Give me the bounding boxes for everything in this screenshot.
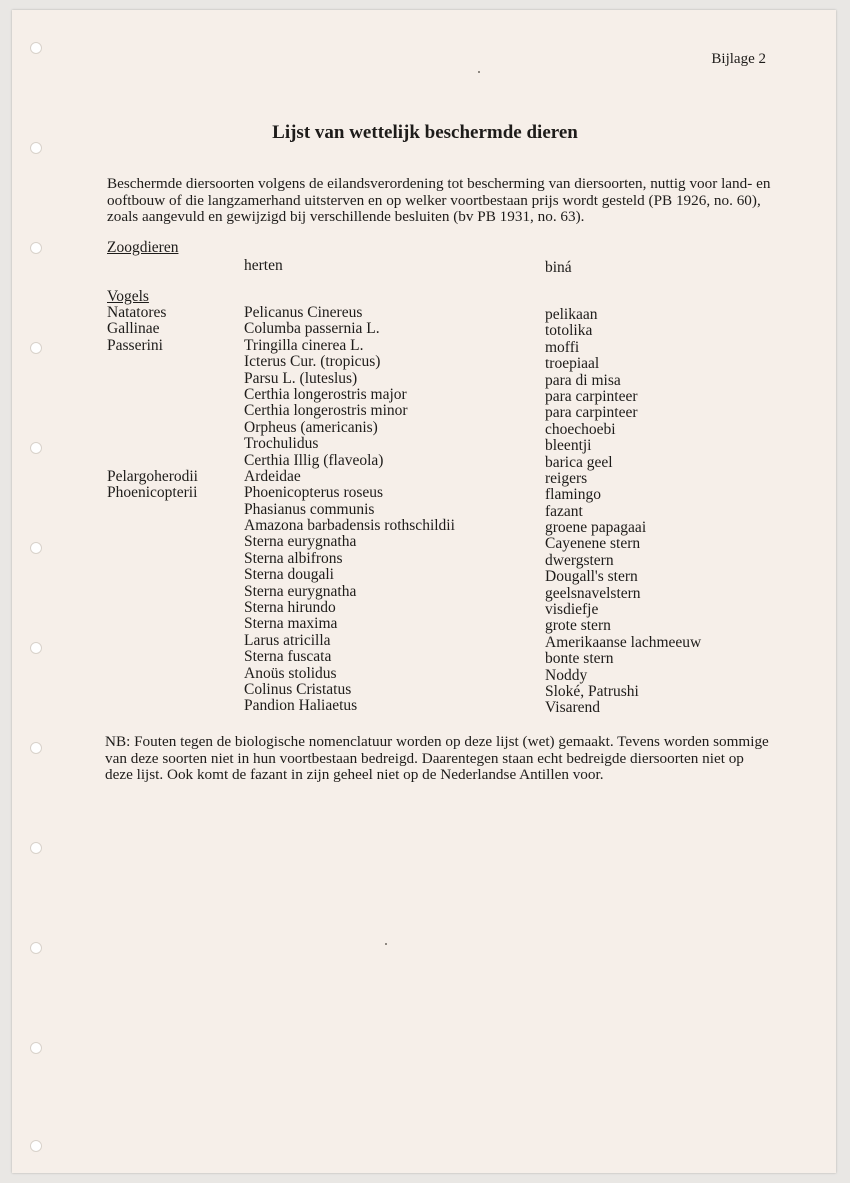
bird-scientific-name: Sterna albifrons <box>244 549 343 567</box>
bird-local-name: Dougall's stern <box>545 568 638 586</box>
bird-local-name: fazant <box>545 502 583 520</box>
bird-scientific-name: Phoenicopterus roseus <box>244 484 384 502</box>
bird-scientific-name: Sterna maxima <box>244 615 338 633</box>
bird-group-label: Pelargoherodii <box>107 467 198 485</box>
bird-local-name: visdiefje <box>545 601 599 619</box>
bird-local-name: troepiaal <box>545 355 600 373</box>
bird-scientific-name: Ardeidae <box>244 467 301 485</box>
bird-scientific-name: Sterna fuscata <box>244 648 332 666</box>
mammal-local-name: biná <box>545 259 572 276</box>
bird-local-name: geelsnavelstern <box>545 584 641 602</box>
bird-local-name: para carpinteer <box>545 404 638 422</box>
page-title: Lijst van wettelijk beschermde dieren <box>272 122 578 143</box>
binder-hole <box>30 1140 42 1152</box>
bird-scientific-name: Certhia Illig (flaveola) <box>244 451 384 469</box>
bird-group-label <box>107 387 198 403</box>
bird-local-name: pelikaan <box>545 306 598 323</box>
footnote-paragraph: NB: Fouten tegen de biologische nomenclatuur worden op deze lijst (wet) gemaakt. Tevens worden sommige van deze soorten niet in hun voortbestaan bedreigd. Daarentegen staan echt bedreigde diersoorten niet op deze lijst. Ook komt de fazant in zijn geheel niet op de Nederlandse Antillen voor. <box>105 733 769 783</box>
binder-hole <box>30 442 42 454</box>
binder-hole <box>30 1042 42 1054</box>
binder-hole <box>30 842 42 854</box>
bird-group-column <box>107 305 198 502</box>
bird-group-label <box>107 436 198 452</box>
bird-local-name: reigers <box>545 469 588 487</box>
bird-group-label: Gallinae <box>107 320 160 338</box>
bird-local-name: dwergstern <box>545 551 614 569</box>
binder-hole <box>30 342 42 354</box>
bird-local-name: groene papagaai <box>545 519 647 537</box>
bird-scientific-name: Larus atricilla <box>244 631 331 649</box>
bird-scientific-name: Sterna eurygnatha <box>244 582 357 600</box>
bird-group-label: Phoenicopterii <box>107 484 198 502</box>
bird-scientific-name: Icterus Cur. (tropicus) <box>244 353 381 371</box>
bird-local-name: para di misa <box>545 371 621 389</box>
bird-local-name: Amerikaanse lachmeeuw <box>545 633 702 651</box>
bird-local-name: choechoebi <box>545 420 616 438</box>
binder-hole <box>30 942 42 954</box>
bird-scientific-name: Phasianus communis <box>244 500 375 518</box>
paper-speck <box>385 943 387 945</box>
binder-hole <box>30 42 42 54</box>
bird-scientific-name: Tringilla cinerea L. <box>244 336 364 354</box>
bird-group-label <box>107 354 198 370</box>
bird-scientific-column <box>244 305 455 715</box>
bird-scientific-name: Sterna hirundo <box>244 599 336 617</box>
bird-local-name: barica geel <box>545 453 613 471</box>
binder-hole <box>30 742 42 754</box>
bird-local-name: bonte stern <box>545 650 614 668</box>
bird-local-name: flamingo <box>545 486 601 504</box>
intro-paragraph: Beschermde diersoorten volgens de eilandsverordening tot bescherming van diersoorten, nuttig voor land- en ooftbouw of die langzamerhand uitsterven en op welker voortbestaan prijs wordt gesteld (PB 1926, no. 60), zoals aangevuld en gewijzigd bij verschillende besluiten (bv PB 1931, no. 63). <box>107 175 771 225</box>
bird-scientific-name: Columba passernia L. <box>244 320 380 338</box>
bird-local-name: para carpinteer <box>545 387 638 405</box>
bird-group-label <box>107 453 198 469</box>
bird-scientific-name: Certhia longerostris minor <box>244 402 408 420</box>
bird-scientific-name: Orpheus (americanis) <box>244 418 378 436</box>
bird-local-name: grote stern <box>545 617 611 635</box>
bird-scientific-name: Certhia longerostris major <box>244 385 407 403</box>
bird-local-name: Cayenene stern <box>545 535 641 553</box>
paper-speck <box>478 71 480 73</box>
bird-scientific-name: Pelicanus Cinereus <box>244 304 363 321</box>
bird-group-label: Natatores <box>107 304 167 321</box>
bird-scientific-name: Parsu L. (luteslus) <box>244 369 358 387</box>
bird-scientific-name: Amazona barbadensis rothschildii <box>244 517 455 535</box>
bird-local-name: bleentji <box>545 437 592 455</box>
bird-group-label <box>107 403 198 419</box>
bird-local-name: totolika <box>545 322 593 340</box>
binder-hole <box>30 542 42 554</box>
bird-scientific-name: Trochulidus <box>244 435 319 453</box>
bird-scientific-name: Anoüs stolidus <box>244 664 337 682</box>
mammal-scientific-name: herten <box>244 257 283 274</box>
appendix-label: Bijlage 2 <box>711 51 766 67</box>
bird-group-label <box>107 420 198 436</box>
bird-group-label <box>107 371 198 387</box>
bird-scientific-name: Colinus Cristatus <box>244 680 352 698</box>
bird-scientific-name: Pandion Haliaetus <box>244 697 358 715</box>
section-heading-mammals: Zoogdieren <box>107 239 179 256</box>
bird-local-column <box>545 307 701 717</box>
binder-hole <box>30 242 42 254</box>
bird-local-name: Visarend <box>545 699 601 717</box>
bird-scientific-name: Sterna dougali <box>244 566 334 584</box>
bird-local-name: Noddy <box>545 666 588 684</box>
bird-group-label: Passerini <box>107 336 163 354</box>
bird-local-name: Sloké, Patrushi <box>545 682 639 700</box>
bird-local-name: moffi <box>545 338 580 356</box>
binder-hole <box>30 642 42 654</box>
section-heading-birds: Vogels <box>107 288 149 305</box>
bird-scientific-name: Sterna eurygnatha <box>244 533 357 551</box>
